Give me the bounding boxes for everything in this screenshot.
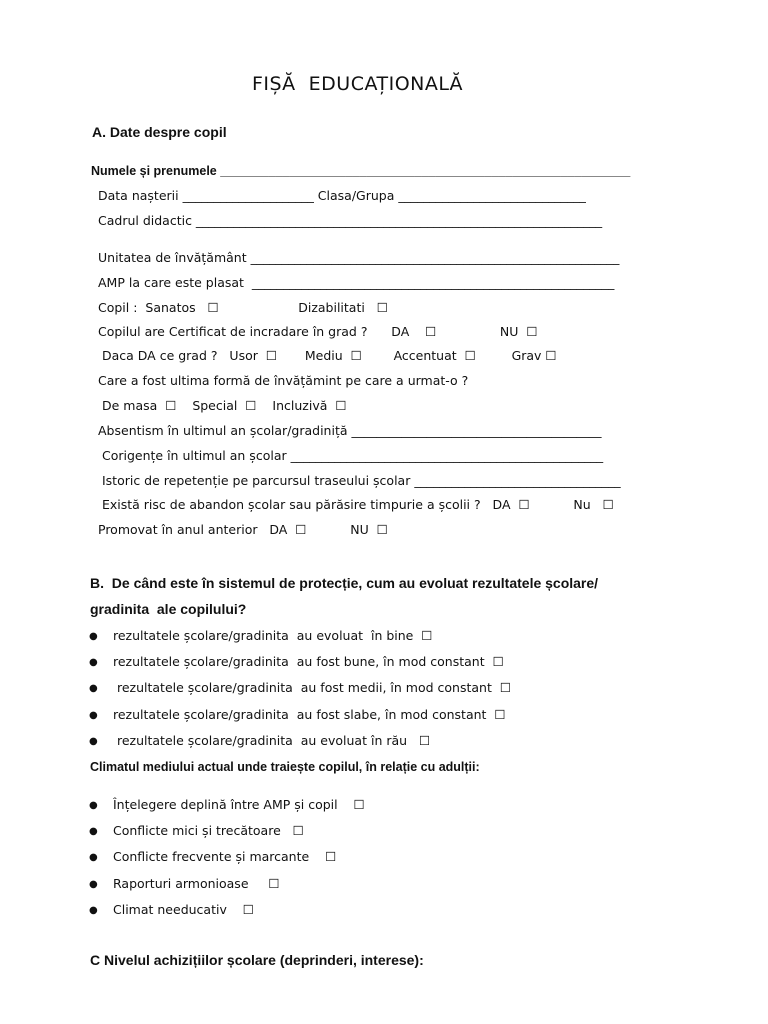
list-item: rezultatele școlare/gradinita au fost slabe, în mod constant ☐	[113, 707, 506, 722]
field-dropout-risk: Există risc de abandon școlar sau părăsire timpurie a școlii ? DA ☐ Nu ☐	[98, 497, 614, 512]
bullet-icon: ●	[89, 879, 98, 890]
climate-heading: Climatul mediului actual unde traiește copilul, în relație cu adulții:	[90, 760, 480, 774]
section-a-heading: A. Date despre copil	[92, 124, 227, 140]
section-b-heading-line1: B. De când este în sistemul de protecție, cum au evoluat rezultatele școlare/	[90, 575, 599, 591]
field-birthdate-class: Data nașterii _____________________ Clasa/Grupa ______________________________	[98, 188, 586, 203]
field-absenteeism: Absentism în ultimul an școlar/gradiniță ________________________________________	[98, 423, 602, 438]
list-item: Raporturi armonioase ☐	[113, 876, 280, 891]
list-item: Climat needucativ ☐	[113, 902, 254, 917]
list-item: Conflicte mici și trecătoare ☐	[113, 823, 304, 838]
list-item: Conflicte frecvente și marcante ☐	[113, 849, 337, 864]
field-degree: Daca DA ce grad ? Usor ☐ Mediu ☐ Accentuat ☐ Grav ☐	[98, 348, 557, 363]
field-corigente: Corigențe în ultimul an școlar __________________________________________________	[98, 448, 604, 463]
bullet-icon: ●	[89, 852, 98, 863]
field-school: Unitatea de învățământ ___________________________________________________________	[98, 250, 620, 265]
bullet-icon: ●	[89, 683, 98, 694]
bullet-icon: ●	[89, 800, 98, 811]
field-certificate: Copilul are Certificat de incradare în grad ? DA ☐ NU ☐	[98, 324, 538, 339]
field-name: Numele și prenumele ___________________________________________________________	[91, 164, 631, 178]
document-title: FIȘĂ EDUCAȚIONALĂ	[252, 73, 463, 95]
bullet-icon: ●	[89, 736, 98, 747]
list-item: rezultatele școlare/gradinita au evoluat în bine ☐	[113, 628, 433, 643]
bullet-icon: ●	[89, 631, 98, 642]
section-c-heading: C Nivelul achizițiilor școlare (deprinderi, interese):	[90, 952, 424, 968]
list-item: rezultatele școlare/gradinita au evoluat în rău ☐	[113, 733, 431, 748]
list-item: rezultatele școlare/gradinita au fost bune, în mod constant ☐	[113, 654, 504, 669]
field-education-type: De masa ☐ Special ☐ Incluzivă ☐	[98, 398, 347, 413]
bullet-icon: ●	[89, 710, 98, 721]
field-amp: AMP la care este plasat __________________________________________________________	[98, 275, 615, 290]
list-item: rezultatele școlare/gradinita au fost medii, în mod constant ☐	[113, 680, 512, 695]
field-repetition: Istoric de repetenție pe parcursul traseului școlar _________________________________	[98, 473, 621, 488]
bullet-icon: ●	[89, 826, 98, 837]
field-child-health: Copil : Sanatos ☐ Dizabilitati ☐	[98, 300, 388, 315]
field-teacher: Cadrul didactic _________________________________________________________________	[98, 213, 603, 228]
field-promoted: Promovat în anul anterior DA ☐ NU ☐	[98, 522, 388, 537]
bullet-icon: ●	[89, 657, 98, 668]
bullet-icon: ●	[89, 905, 98, 916]
section-b-heading-line2: gradinita ale copilului?	[90, 601, 247, 617]
field-last-education: Care a fost ultima formă de învățămint pe care a urmat-o ?	[98, 373, 469, 388]
list-item: Înțelegere deplină între AMP și copil ☐	[113, 797, 365, 812]
